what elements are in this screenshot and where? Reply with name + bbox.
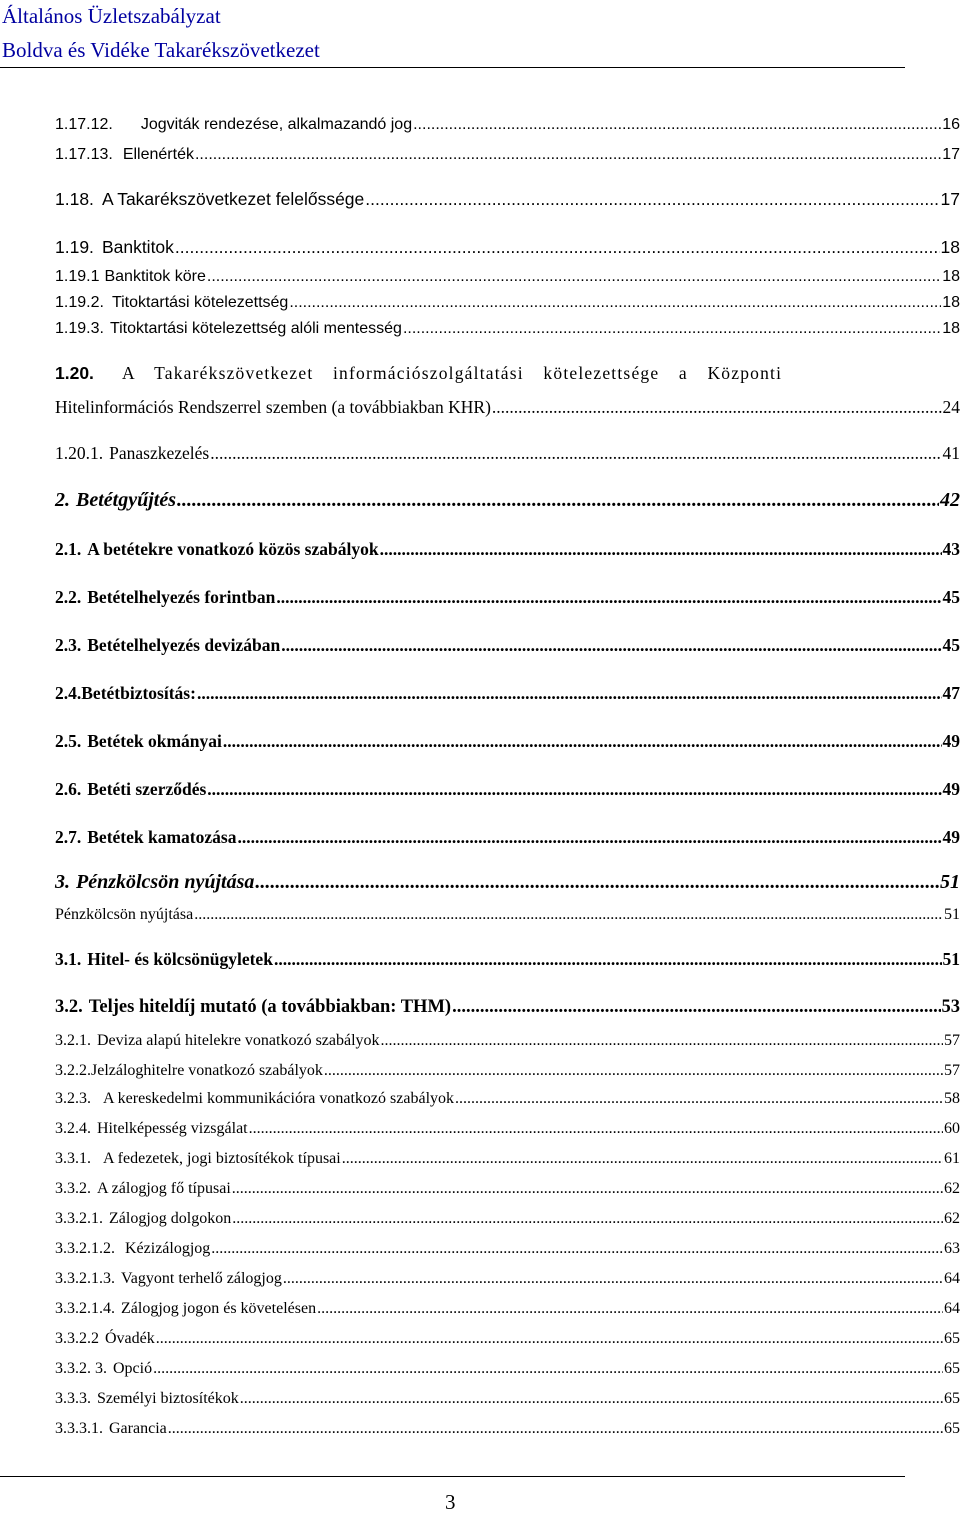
toc-entry[interactable] bbox=[0, 1324, 960, 1348]
toc-entry-page: 45 bbox=[943, 635, 960, 656]
toc-entry-title: A fedezetek, jogi biztosítékok típusai bbox=[103, 1150, 341, 1168]
toc-entry-title-line1: A Takarékszövetkezet információszolgáltatási kötelezettsége a Központi bbox=[122, 363, 782, 384]
toc-entry-page: 51 bbox=[940, 871, 960, 894]
toc-entry[interactable] bbox=[0, 994, 960, 1018]
toc-leader-dots bbox=[232, 1210, 943, 1228]
toc-entry-number: 2.6. bbox=[55, 779, 81, 800]
toc-entry-page: 62 bbox=[944, 1210, 960, 1228]
toc-entry[interactable] bbox=[0, 536, 960, 560]
toc-entry-page: 65 bbox=[944, 1390, 960, 1408]
toc-entry-page: 18 bbox=[942, 320, 960, 338]
toc-entry-number: 2.5. bbox=[55, 731, 81, 752]
toc-entry-title: Opció bbox=[113, 1360, 152, 1378]
toc-entry[interactable] bbox=[0, 1114, 960, 1138]
toc-leader-dots bbox=[289, 294, 941, 312]
page-number: 3 bbox=[445, 1490, 456, 1515]
toc-leader-dots bbox=[210, 443, 941, 464]
toc-leader-dots bbox=[156, 1330, 943, 1348]
toc-entry[interactable] bbox=[0, 394, 960, 418]
toc-entry-number: 3.3.3. bbox=[55, 1390, 91, 1408]
toc-entry[interactable] bbox=[0, 110, 960, 134]
toc-entry-page: 24 bbox=[943, 397, 960, 418]
toc-entry-page: 65 bbox=[944, 1420, 960, 1438]
document-title: Általános Üzletszabályzat bbox=[2, 4, 221, 29]
toc-leader-dots bbox=[211, 1240, 943, 1258]
toc-entry[interactable] bbox=[0, 1234, 960, 1258]
toc-entry-page: 51 bbox=[944, 906, 960, 924]
toc-entry-number: 3.3.2.1.4. bbox=[55, 1300, 115, 1318]
toc-leader-dots bbox=[274, 949, 942, 970]
toc-entry[interactable] bbox=[0, 1204, 960, 1228]
toc-entry-number: 2.1. bbox=[55, 539, 81, 560]
toc-entry-title: Hitelképesség vizsgálat bbox=[97, 1120, 248, 1138]
toc-entry-number: 1.19.3. bbox=[55, 320, 104, 338]
toc-entry-title: A betétekre vonatkozó közös szabályok bbox=[87, 539, 378, 560]
toc-entry[interactable] bbox=[0, 584, 960, 608]
toc-entry-title: Jelzáloghitelre vonatkozó szabályok bbox=[91, 1062, 323, 1080]
toc-entry-number: 2.3. bbox=[55, 635, 81, 656]
toc-entry-page: 64 bbox=[944, 1270, 960, 1288]
toc-entry-title: A zálogjog fő típusai bbox=[97, 1180, 231, 1198]
footer-rule bbox=[0, 1476, 905, 1477]
toc-entry-title: A kereskedelmi kommunikációra vonatkozó szabályok bbox=[103, 1090, 454, 1108]
toc-entry-number: 3. bbox=[55, 871, 70, 894]
toc-entry-title: Betétek okmányai bbox=[87, 731, 222, 752]
toc-entry[interactable] bbox=[0, 262, 960, 286]
toc-entry-chapter[interactable] bbox=[0, 870, 960, 894]
toc-entry-page: 57 bbox=[944, 1032, 960, 1050]
toc-entry[interactable] bbox=[0, 1056, 960, 1080]
toc-entry-page: 65 bbox=[944, 1360, 960, 1378]
toc-entry-multiline-first[interactable] bbox=[0, 360, 955, 384]
toc-entry[interactable] bbox=[0, 1174, 960, 1198]
toc-leader-dots bbox=[342, 1150, 943, 1168]
toc-entry-title: Titoktartási kötelezettség alóli mentesség bbox=[110, 320, 402, 338]
toc-leader-dots bbox=[365, 189, 939, 210]
toc-entry-page: 45 bbox=[943, 587, 960, 608]
toc-leader-dots bbox=[324, 1062, 943, 1080]
toc-entry-number: 3.3.2. 3. bbox=[55, 1360, 107, 1378]
toc-entry-title: Jogviták rendezése, alkalmazandó jog bbox=[141, 116, 412, 134]
toc-entry-title: Pénzkölcsön nyújtása bbox=[76, 871, 254, 894]
toc-leader-dots bbox=[168, 1420, 943, 1438]
toc-entry[interactable] bbox=[0, 234, 960, 258]
toc-entry-number: 1.17.13. bbox=[55, 146, 113, 164]
toc-leader-dots bbox=[175, 237, 940, 258]
toc-leader-dots bbox=[276, 587, 941, 608]
header-rule bbox=[0, 67, 905, 68]
toc-entry-title: Betétbiztosítás: bbox=[81, 683, 196, 704]
toc-leader-dots bbox=[177, 489, 939, 512]
toc-leader-dots bbox=[240, 1390, 943, 1408]
toc-entry-title: Banktitok köre bbox=[104, 268, 205, 286]
toc-entry-title: Garancia bbox=[109, 1420, 167, 1438]
toc-entry-number: 1.18. bbox=[55, 189, 94, 210]
toc-entry-page: 41 bbox=[943, 443, 960, 464]
toc-leader-dots bbox=[194, 906, 943, 924]
toc-entry-title: Óvadék bbox=[105, 1330, 155, 1348]
toc-entry[interactable] bbox=[0, 1354, 960, 1378]
toc-entry-number: 3.2.1. bbox=[55, 1032, 91, 1050]
toc-entry-title: Ellenérték bbox=[123, 146, 194, 164]
toc-entry-number: 3.2.4. bbox=[55, 1120, 91, 1138]
toc-entry-page: 49 bbox=[943, 779, 960, 800]
toc-leader-dots bbox=[223, 731, 942, 752]
toc-leader-dots bbox=[197, 683, 942, 704]
toc-entry-number: 1.19.1 bbox=[55, 268, 99, 286]
toc-entry-title: Panaszkezelés bbox=[109, 443, 209, 464]
toc-leader-dots bbox=[455, 1090, 943, 1108]
toc-entry-title: Betétek kamatozása bbox=[87, 827, 236, 848]
toc-entry-title: Banktitok bbox=[102, 237, 174, 258]
toc-entry-title: Vagyont terhelő zálogjog bbox=[121, 1270, 282, 1288]
toc-entry[interactable] bbox=[0, 140, 960, 164]
toc-leader-dots bbox=[232, 1180, 943, 1198]
toc-leader-dots bbox=[153, 1360, 943, 1378]
toc-entry[interactable] bbox=[0, 946, 960, 970]
toc-entry-page: 43 bbox=[943, 539, 960, 560]
toc-entry-page: 53 bbox=[942, 997, 960, 1018]
toc-entry-page: 18 bbox=[942, 294, 960, 312]
toc-entry-title: Teljes hiteldíj mutató (a továbbiakban: THM) bbox=[89, 997, 451, 1018]
toc-leader-dots bbox=[452, 997, 940, 1018]
toc-entry-page: 65 bbox=[944, 1330, 960, 1348]
toc-entry-number: 3.3.2. bbox=[55, 1180, 91, 1198]
toc-entry[interactable] bbox=[0, 824, 960, 848]
toc-entry-number: 1.17.12. bbox=[55, 116, 113, 134]
toc-leader-dots bbox=[380, 539, 942, 560]
toc-entry-title: Betéti szerződés bbox=[87, 779, 206, 800]
toc-entry-number: 3.1. bbox=[55, 949, 81, 970]
toc-entry[interactable] bbox=[0, 440, 960, 464]
toc-entry-page: 18 bbox=[941, 237, 960, 258]
toc-entry-number: 3.3.1. bbox=[55, 1150, 91, 1168]
toc-entry-number: 3.3.2.1.3. bbox=[55, 1270, 115, 1288]
toc-entry-number: 2.2. bbox=[55, 587, 81, 608]
toc-entry-number: 3.3.2.2 bbox=[55, 1330, 99, 1348]
toc-entry[interactable] bbox=[0, 1026, 960, 1050]
toc-entry-page: 62 bbox=[944, 1180, 960, 1198]
toc-entry[interactable] bbox=[0, 314, 960, 338]
toc-entry[interactable] bbox=[0, 1294, 960, 1318]
toc-entry-title: Személyi biztosítékok bbox=[97, 1390, 239, 1408]
toc-leader-dots bbox=[281, 635, 941, 656]
toc-entry-chapter[interactable] bbox=[0, 488, 960, 512]
toc-leader-dots bbox=[237, 827, 941, 848]
toc-entry-page: 60 bbox=[944, 1120, 960, 1138]
toc-entry-page: 16 bbox=[942, 116, 960, 134]
toc-entry-page: 63 bbox=[944, 1240, 960, 1258]
toc-entry[interactable] bbox=[0, 1414, 960, 1438]
toc-leader-dots bbox=[207, 779, 941, 800]
toc-entry-page: 51 bbox=[943, 949, 960, 970]
toc-entry-page: 17 bbox=[942, 146, 960, 164]
toc-leader-dots bbox=[317, 1300, 943, 1318]
toc-entry-page: 17 bbox=[941, 189, 960, 210]
toc-entry-number: 3.2. bbox=[55, 997, 83, 1018]
toc-leader-dots bbox=[283, 1270, 943, 1288]
toc-entry[interactable] bbox=[0, 1084, 960, 1108]
toc-entry[interactable] bbox=[0, 186, 960, 210]
toc-entry-page: 61 bbox=[944, 1150, 960, 1168]
toc-entry-number: 3.3.3.1. bbox=[55, 1420, 103, 1438]
toc-entry-title: Titoktartási kötelezettség bbox=[112, 294, 288, 312]
toc-entry-page: 64 bbox=[944, 1300, 960, 1318]
toc-entry-number: 2. bbox=[55, 489, 70, 512]
toc-leader-dots bbox=[413, 116, 941, 134]
toc-entry-number: 3.3.2.1.2. bbox=[55, 1240, 115, 1258]
toc-entry-title: Deviza alapú hitelekre vonatkozó szabályok bbox=[97, 1032, 380, 1050]
document-subtitle: Boldva és Vidéke Takarékszövetkezet bbox=[2, 38, 320, 63]
toc-entry-title: A Takarékszövetkezet felelőssége bbox=[102, 189, 364, 210]
toc-entry-page: 18 bbox=[942, 268, 960, 286]
toc-entry-title: Hitelinformációs Rendszerrel szemben (a továbbiakban KHR) bbox=[55, 397, 491, 418]
toc-entry-page: 49 bbox=[943, 827, 960, 848]
toc-entry-title: Betételhelyezés forintban bbox=[87, 587, 275, 608]
toc-entry[interactable] bbox=[0, 1264, 960, 1288]
toc-entry-page: 47 bbox=[943, 683, 960, 704]
toc-leader-dots bbox=[249, 1120, 943, 1138]
toc-entry-title: Pénzkölcsön nyújtása bbox=[55, 906, 193, 924]
toc-leader-dots bbox=[255, 871, 939, 894]
toc-leader-dots bbox=[492, 397, 942, 418]
toc-entry-title: Zálogjog dolgokon bbox=[109, 1210, 231, 1228]
toc-entry[interactable] bbox=[0, 900, 960, 924]
toc-entry[interactable] bbox=[0, 632, 960, 656]
toc-entry-title: Hitel- és kölcsönügyletek bbox=[87, 949, 273, 970]
toc-entry-number: 1.20. bbox=[55, 363, 94, 384]
toc-entry-page: 58 bbox=[944, 1090, 960, 1108]
toc-leader-dots bbox=[207, 268, 941, 286]
toc-entry[interactable] bbox=[0, 1144, 960, 1168]
toc-entry-title: Kézizálogjog bbox=[125, 1240, 210, 1258]
toc-entry-number: 3.2.2. bbox=[55, 1062, 91, 1080]
toc-entry-page: 42 bbox=[940, 489, 960, 512]
toc-entry-number: 2.7. bbox=[55, 827, 81, 848]
toc-entry[interactable] bbox=[0, 1384, 960, 1408]
toc-entry-number: 3.2.3. bbox=[55, 1090, 91, 1108]
toc-entry[interactable] bbox=[0, 288, 960, 312]
toc-entry-number: 1.19. bbox=[55, 237, 94, 258]
toc-entry-number: 1.20.1. bbox=[55, 443, 103, 464]
toc-entry[interactable] bbox=[0, 728, 960, 752]
toc-entry-number: 2.4. bbox=[55, 683, 81, 704]
toc-entry-title: Betételhelyezés devizában bbox=[87, 635, 280, 656]
toc-leader-dots bbox=[195, 146, 941, 164]
toc-leader-dots bbox=[403, 320, 941, 338]
toc-entry-title: Betétgyűjtés bbox=[76, 489, 176, 512]
toc-entry[interactable] bbox=[0, 680, 960, 704]
toc-entry-number: 3.3.2.1. bbox=[55, 1210, 103, 1228]
toc-entry[interactable] bbox=[0, 776, 960, 800]
toc-entry-page: 57 bbox=[944, 1062, 960, 1080]
toc-entry-page: 49 bbox=[943, 731, 960, 752]
toc-leader-dots bbox=[381, 1032, 943, 1050]
toc-entry-number: 1.19.2. bbox=[55, 294, 104, 312]
toc-entry-title: Zálogjog jogon és követelésen bbox=[121, 1300, 316, 1318]
